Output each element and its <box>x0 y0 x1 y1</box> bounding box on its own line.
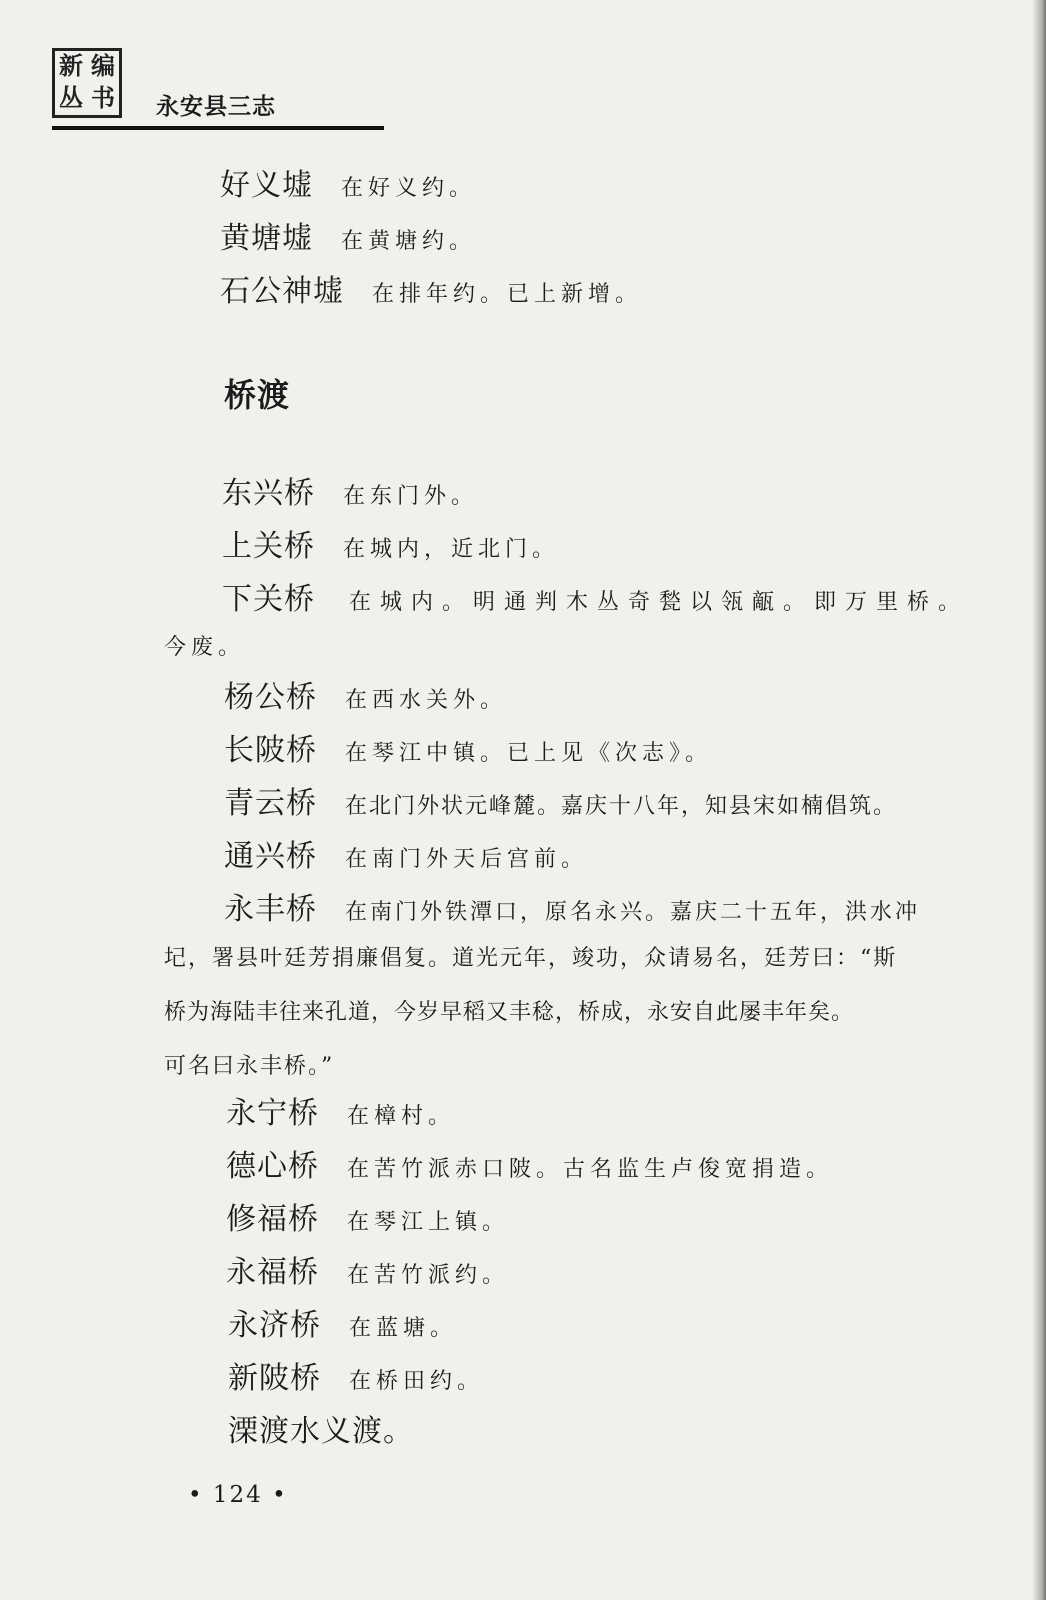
page-edge-shadow <box>1032 0 1046 1600</box>
market-entry <box>220 160 476 204</box>
entry-desc: 在琴江中镇。已上见《次志》。 <box>345 741 713 766</box>
entry-name: 永济桥 <box>228 1308 321 1343</box>
entry-name: 杨公桥 <box>224 680 317 715</box>
entry-name: 永丰桥 <box>224 892 317 927</box>
entry-desc: 在西水关外。 <box>345 688 508 713</box>
entry-desc: 在城内，近北门。 <box>343 537 560 562</box>
bridge-entry <box>226 1194 509 1238</box>
bridge-entry <box>222 468 478 512</box>
bridge-entry <box>224 725 712 769</box>
entry-desc: 在琴江上镇。 <box>347 1210 510 1235</box>
market-entry <box>220 213 476 257</box>
entry-name: 石公神墟 <box>220 274 344 309</box>
entry-name: 永宁桥 <box>226 1096 319 1131</box>
market-entry <box>220 266 642 310</box>
entry-name: 下关桥 <box>222 582 315 617</box>
entry-name: 修福桥 <box>226 1202 319 1237</box>
entry-desc: 在苦竹派赤口陂。古名监生卢俊宽捐造。 <box>347 1157 834 1182</box>
entry-name: 通兴桥 <box>224 839 317 874</box>
entry-desc: 在桥田约。 <box>349 1369 485 1394</box>
entry-name: 东兴桥 <box>222 476 315 511</box>
series-seal-logo <box>52 48 122 118</box>
bridge-entry <box>228 1300 457 1344</box>
entry-name: 上关桥 <box>222 529 315 564</box>
entry-desc: 在樟村。 <box>347 1104 456 1129</box>
bridge-entry <box>226 1247 509 1291</box>
bridge-entry <box>226 1141 833 1185</box>
bridge-entry <box>222 574 969 618</box>
entry-continuation: 桥为海陆丰往来孔道，今岁早稻又丰稔，桥成，永安自此屡丰年矣。 <box>164 1000 855 1025</box>
entry-name: 黄塘墟 <box>220 221 313 256</box>
header-rule <box>52 126 384 130</box>
entry-name: 青云桥 <box>224 786 317 821</box>
ferry-entry <box>228 1406 414 1450</box>
entry-name: 长陂桥 <box>224 733 317 768</box>
book-title: 永安县三志 <box>156 94 276 120</box>
entry-name: 溧渡水义渡。 <box>228 1414 414 1449</box>
seal-char: 新 <box>59 52 83 80</box>
bridge-entry <box>224 884 920 928</box>
entry-desc: 在黄塘约。 <box>341 229 477 254</box>
seal-char: 丛 <box>59 84 83 112</box>
entry-desc: 在南门外铁潭口，原名永兴。嘉庆二十五年，洪水冲 <box>345 900 921 925</box>
entry-name: 永福桥 <box>226 1255 319 1290</box>
entry-name: 德心桥 <box>226 1149 319 1184</box>
entry-name: 好义墟 <box>220 168 313 203</box>
seal-char: 编 <box>91 52 115 80</box>
bridge-entry <box>228 1353 484 1397</box>
entry-continuation: 可名曰永丰桥。” <box>164 1054 335 1079</box>
running-header <box>52 48 384 134</box>
bridge-entry <box>222 521 559 565</box>
seal-char: 书 <box>91 84 115 112</box>
bridge-entry <box>224 778 897 822</box>
entry-desc: 在蓝塘。 <box>349 1316 458 1341</box>
entry-desc: 在南门外天后宫前。 <box>345 847 589 872</box>
entry-name: 新陂桥 <box>228 1361 321 1396</box>
entry-desc: 在东门外。 <box>343 484 479 509</box>
section-heading: 桥渡 <box>224 376 291 414</box>
bridge-entry <box>226 1088 455 1132</box>
entry-desc: 在城内。明通判木丛奇甃以瓴甋。即万里桥。 <box>349 590 970 615</box>
entry-continuation: 今废。 <box>164 635 246 660</box>
entry-continuation: 圮，署县叶廷芳捐廉倡复。道光元年，竣功，众请易名，廷芳曰：“斯 <box>164 946 898 971</box>
bridge-entry <box>224 831 588 875</box>
entry-desc: 在北门外状元峰麓。嘉庆十八年，知县宋如楠倡筑。 <box>345 794 898 819</box>
entry-desc: 在苦竹派约。 <box>347 1263 510 1288</box>
bridge-entry <box>224 672 507 716</box>
entry-desc: 在好义约。 <box>341 176 477 201</box>
page-number: • 124 • <box>188 1482 288 1508</box>
entry-desc: 在排年约。已上新增。 <box>372 282 643 307</box>
